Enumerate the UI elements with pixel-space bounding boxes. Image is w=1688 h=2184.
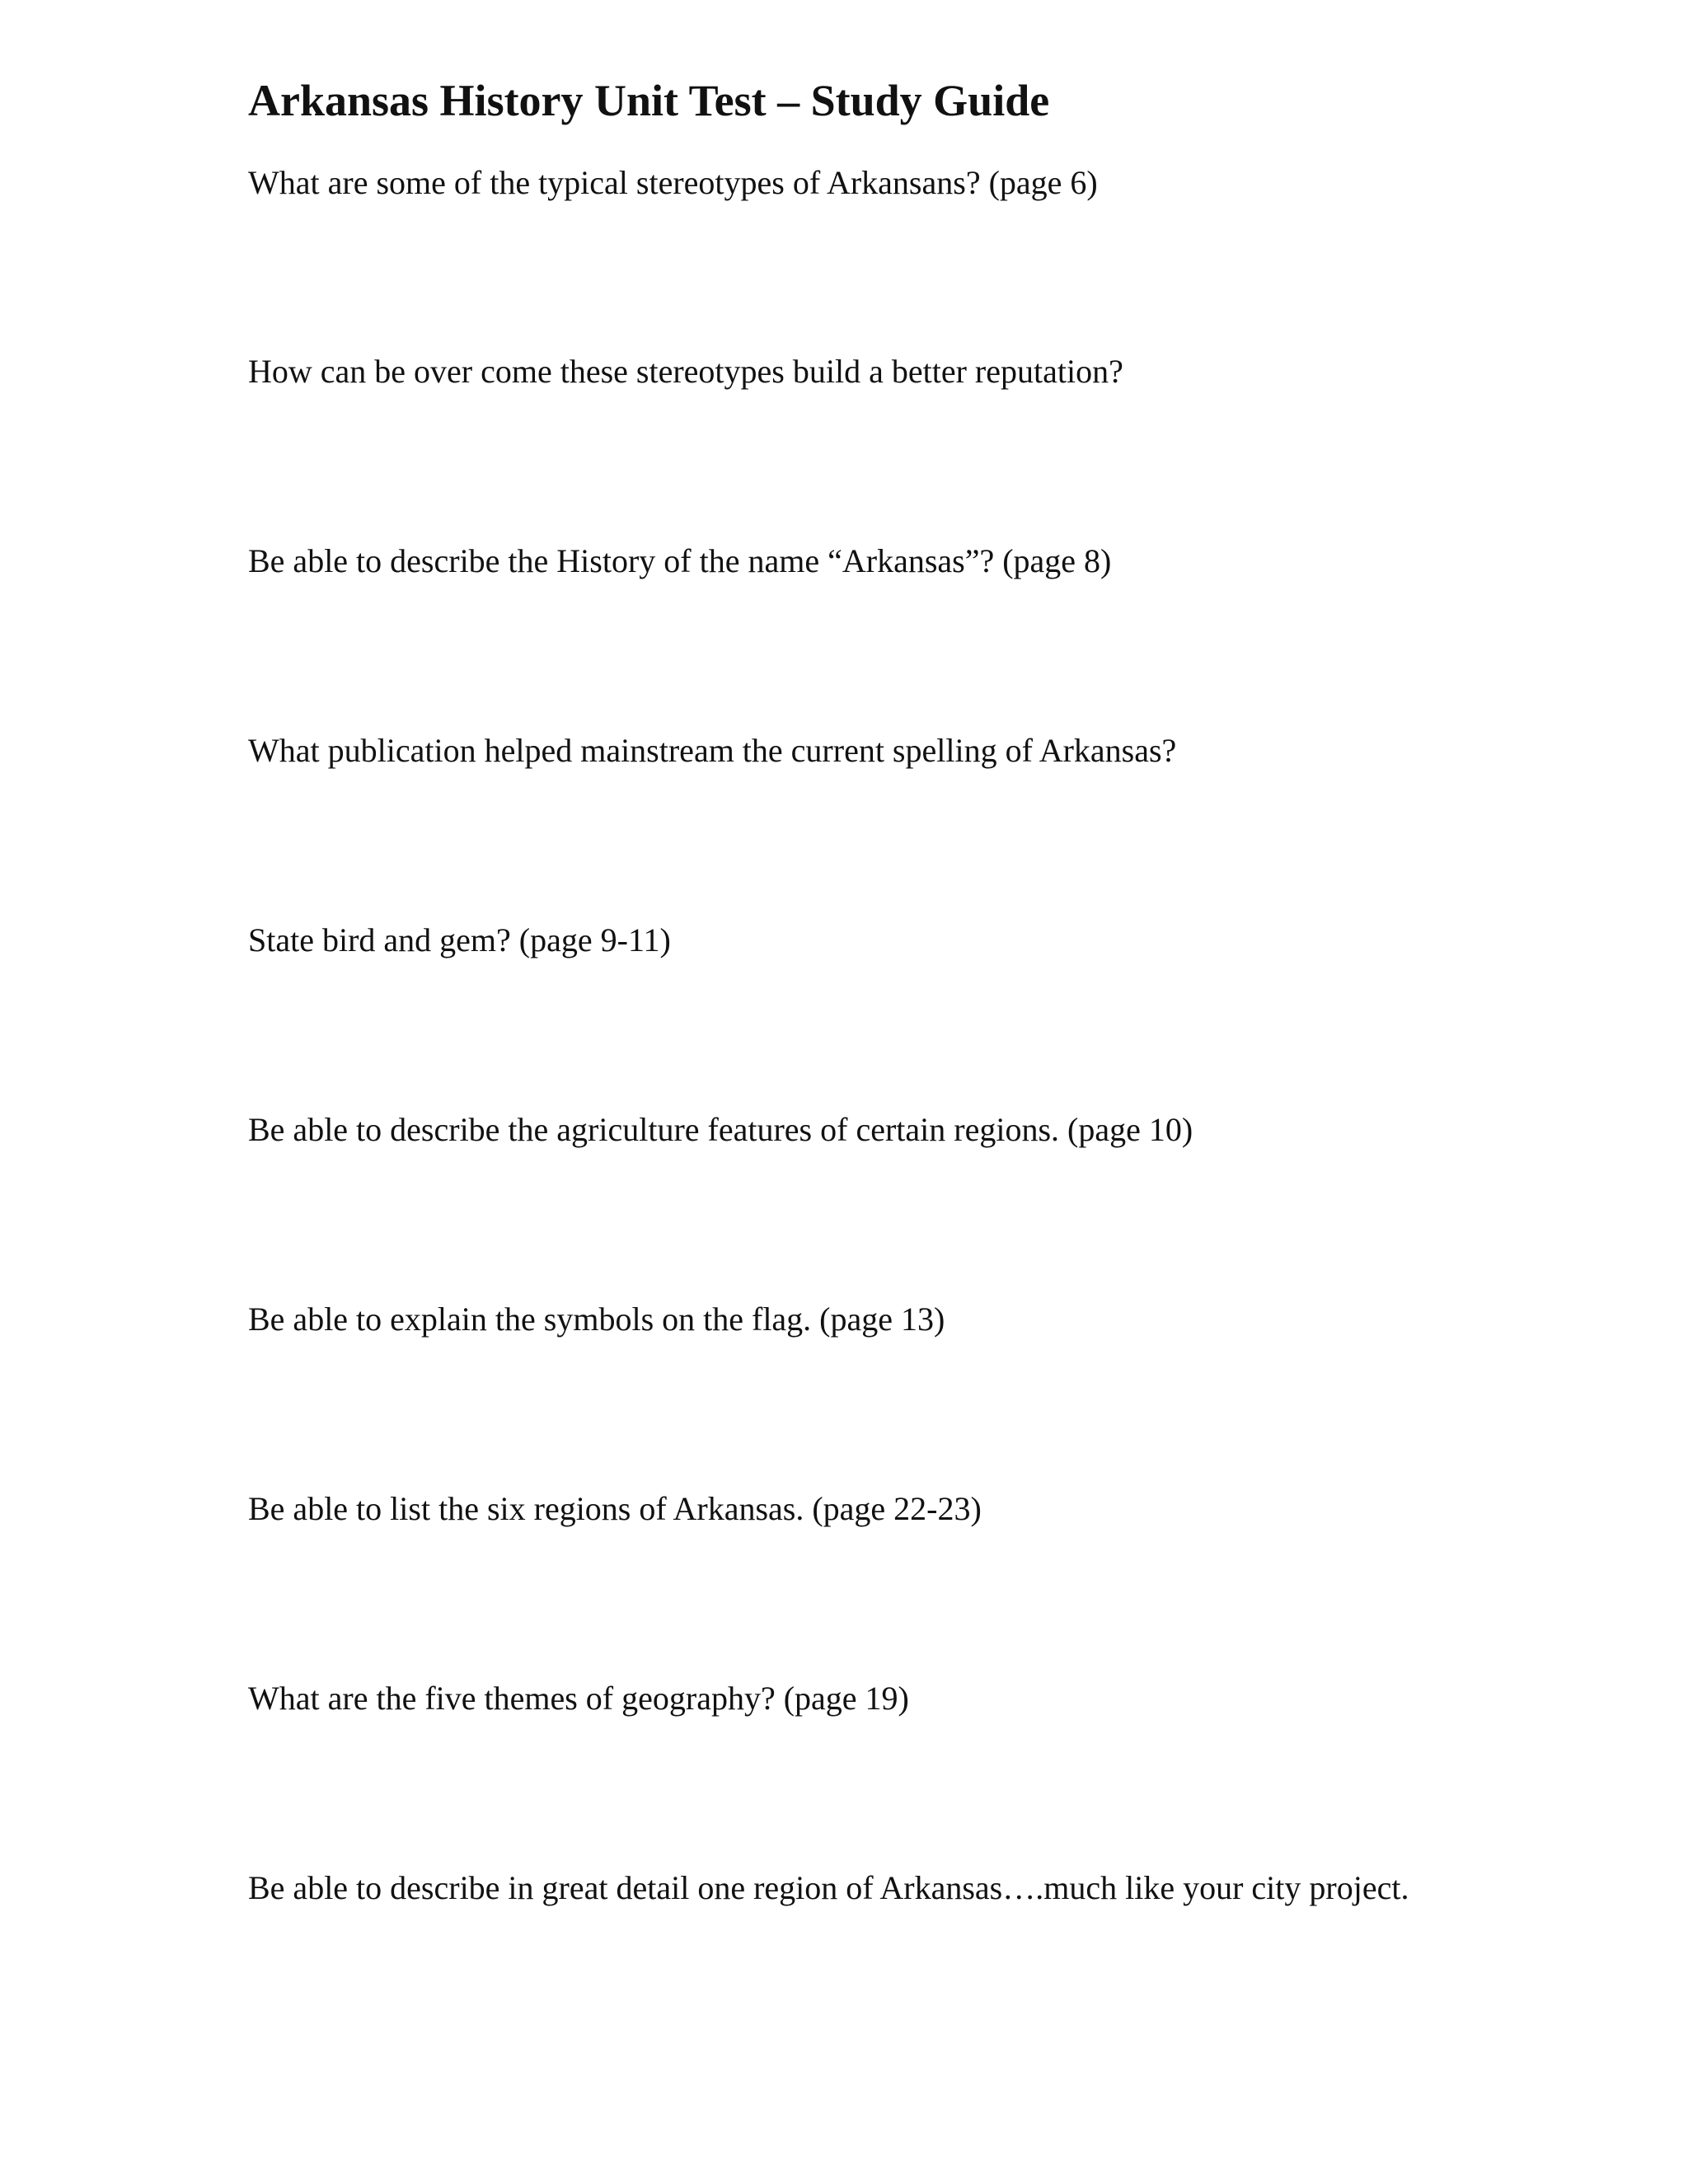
- question-state-bird-gem: State bird and gem? (page 9-11): [248, 921, 671, 958]
- question-stereotypes: What are some of the typical stereotypes of Arkansans? (page 6): [248, 164, 1098, 201]
- page-title: Arkansas History Unit Test – Study Guide: [248, 76, 1050, 125]
- question-flag-symbols: Be able to explain the symbols on the flag. (page 13): [248, 1301, 945, 1338]
- question-six-regions: Be able to list the six regions of Arkansas. (page 22-23): [248, 1490, 982, 1527]
- question-spelling-publication: What publication helped mainstream the current spelling of Arkansas?: [248, 732, 1177, 769]
- question-region-detail: Be able to describe in great detail one region of Arkansas….much like your city project.: [248, 1869, 1409, 1906]
- question-name-history: Be able to describe the History of the name “Arkansas”? (page 8): [248, 542, 1112, 579]
- question-reputation: How can be over come these stereotypes build a better reputation?: [248, 353, 1123, 390]
- question-agriculture-features: Be able to describe the agriculture features of certain regions. (page 10): [248, 1111, 1193, 1148]
- question-five-themes: What are the five themes of geography? (page 19): [248, 1680, 909, 1717]
